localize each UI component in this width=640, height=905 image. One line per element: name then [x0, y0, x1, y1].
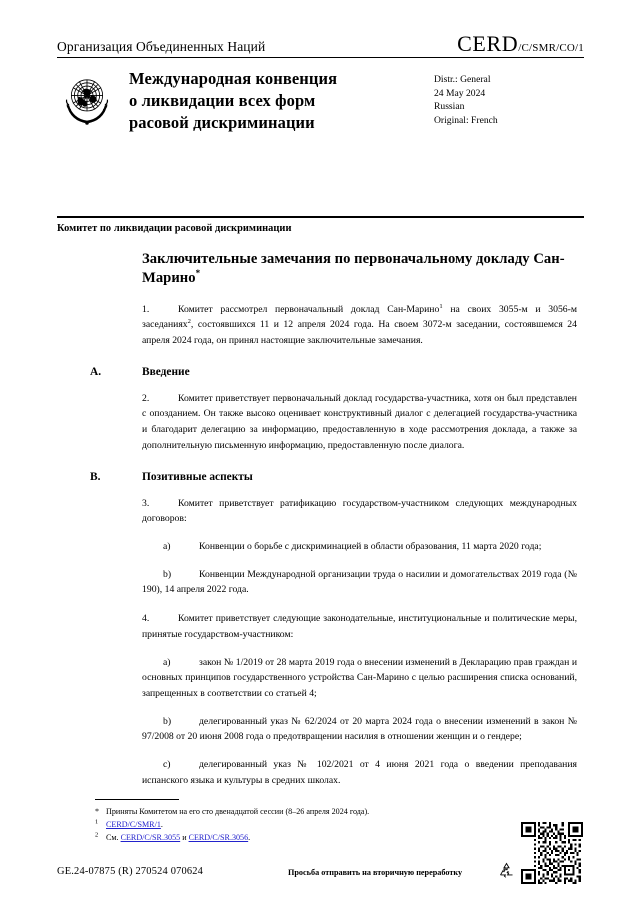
paragraph-1-text-c: , состоявшихся 11 и 12 апреля 2024 года. На своем 3072-м заседании, состоявшемся 24 апреля 2024 года, он принял настоящие заключительные замечания.: [142, 319, 577, 346]
document-language: Russian: [434, 101, 465, 113]
page-title-footnote-marker: *: [195, 268, 201, 279]
footnote-asterisk: [95, 806, 525, 819]
footnote-1-suffix: .: [160, 819, 163, 829]
convention-title: [129, 67, 434, 133]
job-number: GE.24-07875 (R) 270524 070624: [57, 866, 204, 877]
paragraph-4-item-b-text: делегированный указ № 62/2024 от 20 марта 2024 года о внесении изменений в закон № 97/2008 от 20 июня 2008 года о предотвращении насилия в отношении женщин и о гендере;: [142, 715, 577, 743]
paragraph-3-item-b: [142, 567, 577, 598]
footnote-2-link-1[interactable]: CERD/C/SR.3055: [120, 832, 181, 842]
document-original-language: Original: French: [434, 114, 498, 126]
un-emblem-icon: [57, 69, 117, 129]
masthead-divider: [57, 57, 584, 58]
section-heading-a: [90, 366, 577, 378]
paragraph-3-container: [142, 496, 577, 527]
paragraph-4-item-c-container: [142, 757, 577, 788]
paragraph-4-item-b-container: [142, 714, 577, 745]
paragraph-2-number: 2.: [142, 392, 150, 404]
footnote-asterisk-text: Приняты Комитетом на его сто двенадцатой сессии (8–26 апреля 2024 года).: [106, 807, 370, 816]
section-divider-heavy: [57, 216, 584, 218]
masthead: [57, 33, 584, 133]
paragraph-2: [142, 391, 577, 454]
paragraph-1-container: [142, 302, 577, 349]
paragraph-4-container: [142, 611, 577, 642]
paragraph-4-text: Комитет приветствует следующие законодательные, институциональные и политические меры, принятые государством-участником:: [142, 613, 577, 640]
paragraph-3-item-b-label: b): [163, 568, 172, 580]
footnote-1-marker: 1: [95, 818, 99, 826]
paragraph-4-item-a-label: a): [163, 656, 171, 668]
footnote-2-prefix: См.: [106, 832, 121, 842]
document-symbol-main: CERD: [457, 31, 519, 56]
paragraph-1-footnote-2: 2: [187, 317, 191, 325]
paragraph-4: [142, 611, 577, 642]
paragraph-1: [142, 302, 577, 349]
recycle-note: Просьба отправить на вторичную переработку: [288, 868, 463, 877]
paragraph-2-text: Комитет приветствует первоначальный доклад государства-участника, хотя он был представлен с опозданием. Он также высоко оценивает конструктивный диалог с делегацией государства-участника и благодарит делегацию за информацию, предоставленную в ходе рассмотрения доклада, а также за дополнительную письменную информацию, предоставленную после диалога.: [142, 392, 577, 451]
convention-title-line-3: расовой дискриминации: [129, 112, 315, 132]
paragraph-4-item-c-label: c): [163, 759, 171, 771]
paragraph-1-footnote-1: 1: [439, 302, 443, 310]
paragraph-4-item-a-text: закон № 1/2019 от 28 марта 2019 года о внесении изменений в Декларацию прав граждан и основных принципов государственного устройства Сан-Марино с целью расширения списка оснований, запрещенных в соответствии со статьей 4;: [142, 656, 577, 699]
section-b-letter: B.: [90, 470, 101, 483]
convention-title-line-1: Международная конвенция: [129, 69, 338, 88]
paragraph-3-number: 3.: [142, 497, 150, 509]
masthead-top-row: [57, 33, 584, 57]
paragraph-3-item-a-text: Конвенции о борьбе с дискриминацией в области образования, 11 марта 2020 года;: [199, 540, 542, 552]
footnote-2-suffix: .: [248, 832, 251, 842]
paragraph-4-number: 4.: [142, 613, 150, 625]
paragraph-1-text-b: на своих 3055-м и 3056-м заседаниях: [142, 303, 578, 331]
section-b-title: Позитивные аспекты: [142, 470, 253, 483]
distribution-type: Distr.: General: [434, 74, 491, 85]
paragraph-3-text: Комитет приветствует ратификацию государством-участником следующих международных договоров:: [142, 497, 577, 525]
paragraph-4-item-c-text: делегированный указ № 102/2021 от 4 июня 2021 года о введении преподавания испанского языка и культуры в средних школах.: [142, 759, 577, 786]
recycle-icon: [497, 861, 516, 880]
committee-name: Комитет по ликвидации расовой дискриминации: [57, 223, 292, 234]
document-date: 24 May 2024: [434, 87, 486, 99]
footnote-1-link[interactable]: CERD/C/SMR/1: [106, 819, 161, 829]
footnote-1: [95, 819, 525, 832]
paragraph-4-item-b: [142, 714, 577, 745]
masthead-main-row: [57, 67, 584, 133]
document-symbol: [457, 33, 584, 55]
footnote-asterisk-marker: *: [95, 807, 100, 816]
paragraph-4-item-a-container: [142, 655, 577, 702]
paragraph-3-item-a: [142, 539, 577, 555]
paragraph-3-item-b-container: [142, 567, 577, 598]
section-heading-b: [90, 471, 577, 483]
page-title-text: Заключительные замечания по первоначальному докладу Сан-Марино: [142, 251, 565, 287]
footnote-2: [95, 832, 525, 845]
paragraph-4-item-b-label: b): [163, 715, 172, 727]
paragraph-3-item-a-label: a): [163, 540, 171, 552]
paragraph-3: [142, 496, 577, 527]
section-a-letter: A.: [90, 365, 102, 378]
footnote-2-link-2[interactable]: CERD/C/SR.3056: [188, 832, 249, 842]
footnotes: [95, 806, 525, 844]
distribution-block: [434, 67, 584, 127]
paragraph-3-item-a-container: [142, 539, 577, 555]
organization-name: Организация Объединенных Наций: [57, 39, 266, 55]
document-symbol-sub: /C/SMR/CO/1: [518, 42, 584, 54]
section-a-title: Введение: [142, 365, 190, 378]
paragraph-2-container: [142, 391, 577, 454]
footnote-2-marker: 2: [95, 830, 99, 838]
paragraph-4-item-a: [142, 655, 577, 702]
convention-title-line-2: о ликвидации всех форм: [129, 90, 316, 110]
qr-code-icon: [521, 822, 583, 884]
paragraph-1-text-a: Комитет рассмотрел первоначальный доклад Сан-Марино: [178, 303, 440, 315]
paragraph-1-number: 1.: [142, 303, 150, 315]
emblem-container: [57, 67, 129, 129]
page-title: [142, 250, 577, 289]
document-content: [57, 250, 584, 789]
paragraph-4-item-c: [142, 757, 577, 788]
footnote-separator: [95, 799, 179, 800]
footnote-2-middle: и: [180, 832, 189, 842]
paragraph-3-item-b-text: Конвенции Международной организации труда о насилии и домогательствах 2019 года (№ 190), 14 апреля 2022 года.: [142, 568, 577, 596]
